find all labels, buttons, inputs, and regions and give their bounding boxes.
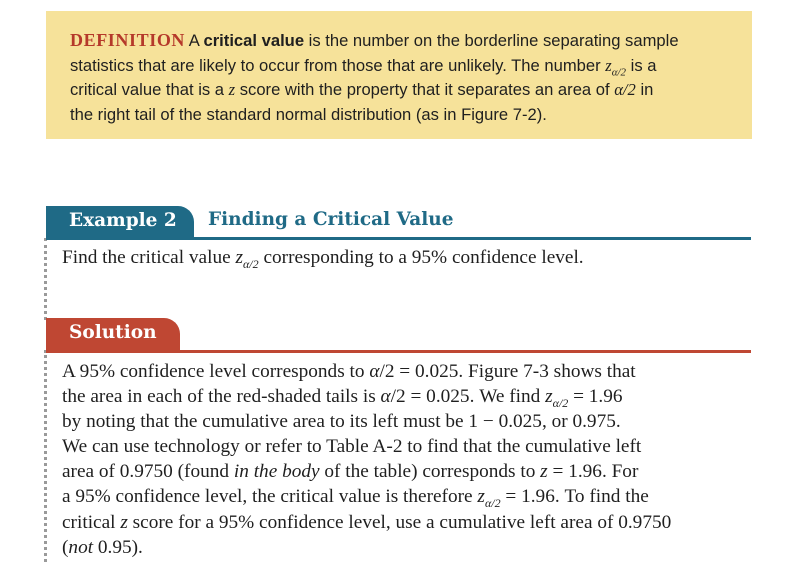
solution-line-4: We can use technology or refer to Table A-2 to find that the cumulative left — [62, 436, 642, 458]
solution-text: a 95% confidence level, the critical value is therefore — [62, 486, 478, 508]
solution-text: /2 = 0.025. Figure 7-3 shows that — [379, 361, 636, 382]
definition-term: critical value — [203, 31, 305, 50]
definition-line-4: the right tail of the standard normal distribution (as in Figure 7-2). — [70, 104, 547, 124]
solution-text: A 95% confidence level corresponds to — [62, 361, 370, 382]
solution-text: = 1.96. For — [547, 461, 639, 483]
z-symbol: z — [235, 247, 243, 268]
definition-text: score with the property that it separates an area of — [235, 80, 615, 99]
definition-line-2 — [70, 54, 730, 79]
z-symbol: z — [120, 511, 128, 533]
alpha-half-subscript: α/2 — [484, 496, 501, 511]
z-symbol: z — [605, 55, 612, 75]
solution-dotted-margin — [44, 350, 47, 562]
example-rule — [46, 237, 751, 240]
solution-line-2 — [62, 384, 752, 409]
emphasis-text: not — [68, 536, 94, 558]
emphasis-text: in the body — [233, 461, 320, 483]
solution-line-5 — [62, 459, 752, 484]
example-tab: Example 2 — [46, 206, 194, 238]
solution-text: critical — [62, 511, 121, 533]
definition-text: in — [635, 80, 654, 99]
z-symbol: z — [228, 80, 236, 99]
definition-text: A — [185, 31, 204, 50]
alpha-symbol: α — [380, 386, 391, 408]
definition-box — [46, 11, 752, 139]
solution-text: = 1.96. To find the — [500, 486, 649, 508]
solution-text: 0.95). — [93, 536, 143, 558]
solution-text: area of 0.9750 (found — [62, 461, 234, 483]
solution-line-6 — [62, 484, 752, 509]
solution-body — [62, 359, 752, 560]
definition-text: statistics that are likely to occur from those that are unlikely. The number — [70, 55, 606, 75]
prompt-text: Find the critical value — [62, 247, 236, 268]
example-title: Finding a Critical Value — [208, 209, 454, 230]
solution-text: ( — [62, 536, 69, 558]
example-dotted-margin — [44, 238, 47, 320]
alpha-half-subscript: α/2 — [611, 65, 627, 78]
solution-text: score for a 95% confidence level, use a cumulative left area of 0.9750 — [127, 511, 672, 533]
definition-text: critical value that is a — [70, 80, 229, 99]
definition-text: is a — [626, 55, 657, 75]
alpha-half-subscript: α/2 — [552, 395, 569, 410]
alpha-half-subscript: α/2 — [243, 256, 259, 271]
definition-line-1 — [70, 28, 730, 54]
definition-line-3 — [70, 78, 730, 103]
solution-line-3: by noting that the cumulative area to its left must be 1 − 0.025, or 0.975. — [62, 411, 621, 433]
z-symbol: z — [477, 486, 485, 508]
solution-tab: Solution — [46, 318, 180, 350]
z-symbol: z — [545, 386, 553, 408]
solution-line-7 — [62, 510, 752, 535]
solution-rule — [46, 350, 751, 353]
definition-keyword: DEFINITION — [70, 30, 186, 50]
prompt-text: corresponding to a 95% confidence level. — [258, 247, 584, 268]
solution-text: = 1.96 — [568, 386, 623, 408]
solution-text: the area in each of the red-shaded tails is — [62, 386, 381, 408]
alpha-symbol: α — [369, 361, 380, 382]
alpha-half: α/2 — [614, 80, 636, 99]
solution-line-1 — [62, 359, 752, 384]
example-prompt — [62, 245, 752, 271]
solution-text: of the table) corresponds to — [319, 461, 541, 483]
solution-line-8 — [62, 535, 752, 560]
solution-text: /2 = 0.025. We find — [390, 386, 546, 408]
z-symbol: z — [540, 461, 548, 483]
definition-text: is the number on the borderline separating sample — [304, 31, 679, 50]
